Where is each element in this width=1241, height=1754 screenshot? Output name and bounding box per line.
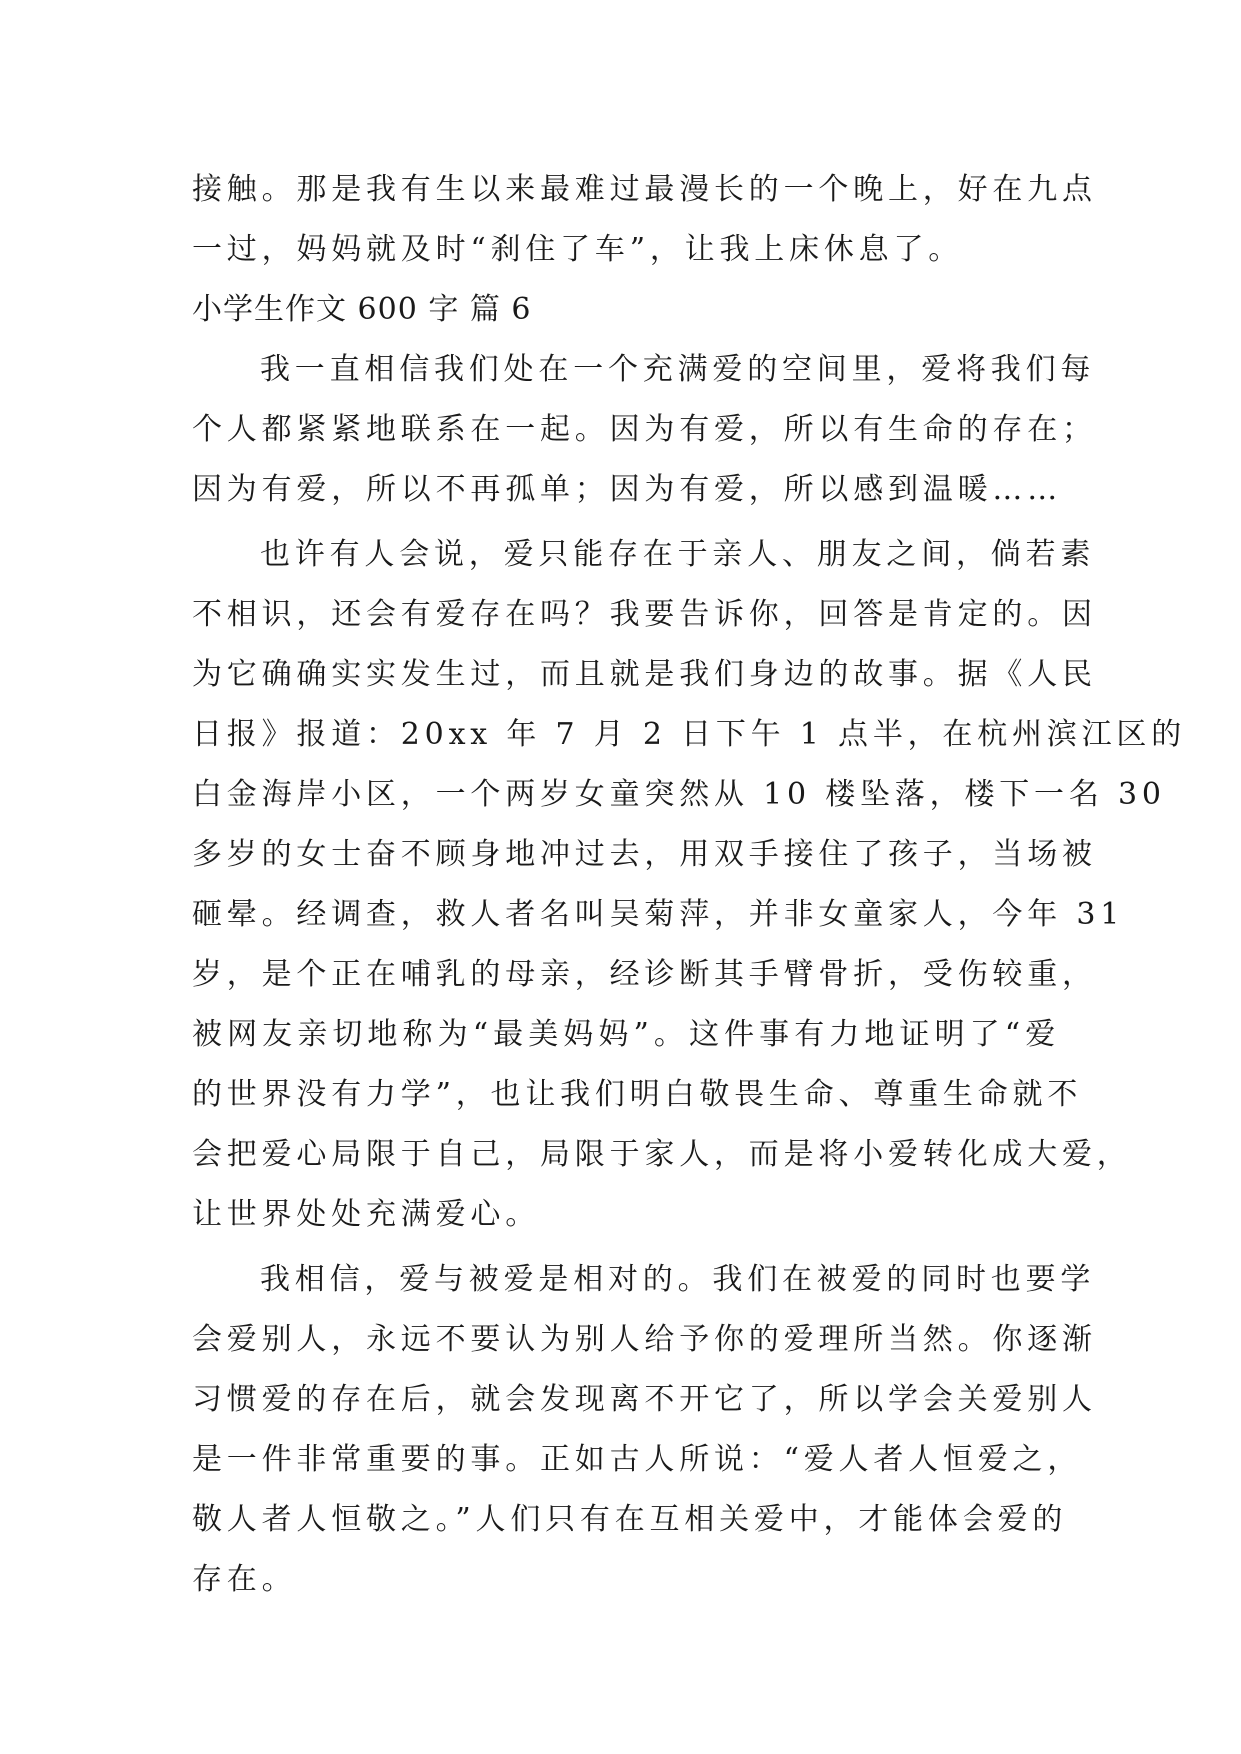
- text-line: 被网友亲切地称为“最美妈妈”。这件事有力地证明了“爱: [192, 1017, 1060, 1052]
- section-heading: 小学生作文 600 字 篇 6: [192, 292, 532, 327]
- text-line: 因为有爱，所以不再孤单；因为有爱，所以感到温暖……: [192, 472, 1062, 507]
- text-line: 岁，是个正在哺乳的母亲，经诊断其手臂骨折，受伤较重，: [192, 957, 1097, 992]
- text-line: 敬人者人恒敬之。”人们只有在互相关爱中，才能体会爱的: [192, 1502, 1068, 1537]
- document-body: [192, 160, 1187, 1610]
- body-paragraph-3: [192, 1250, 1097, 1610]
- text-line: 我相信，爱与被爱是相对的。我们在被爱的同时也要学: [260, 1262, 1096, 1297]
- text-line: 日报》报道：20xx 年 7 月 2 日下午 1 点半，在杭州滨江区的: [192, 717, 1187, 752]
- text-line: 也许有人会说，爱只能存在于亲人、朋友之间，倘若素: [260, 537, 1096, 572]
- text-line: 为它确确实实发生过，而且就是我们身边的故事。据《人民: [192, 657, 1097, 692]
- text-line: 的世界没有力学”，也让我们明白敬畏生命、尊重生命就不: [192, 1077, 1083, 1112]
- text-line: 习惯爱的存在后，就会发现离不开它了，所以学会关爱别人: [192, 1382, 1097, 1417]
- text-line: 不相识，还会有爱存在吗？我要告诉你，回答是肯定的。因: [192, 597, 1097, 632]
- text-line: 接触。那是我有生以来最难过最漫长的一个晚上，好在九点: [192, 172, 1097, 207]
- continuation-paragraph: [192, 160, 1097, 280]
- text-line: 是一件非常重要的事。正如古人所说：“爱人者人恒爱之，: [192, 1442, 1083, 1477]
- text-line: 砸晕。经调查，救人者名叫吴菊萍，并非女童家人，今年 31: [192, 897, 1125, 932]
- body-paragraph-1: [192, 340, 1097, 520]
- body-paragraph-2: [192, 525, 1187, 1245]
- text-line: 让世界处处充满爱心。: [192, 1197, 540, 1232]
- text-line: 白金海岸小区，一个两岁女童突然从 10 楼坠落，楼下一名 30: [192, 777, 1166, 812]
- text-line: 一过，妈妈就及时“刹住了车”，让我上床休息了。: [192, 232, 964, 267]
- text-line: 个人都紧紧地联系在一起。因为有爱，所以有生命的存在；: [192, 412, 1097, 447]
- text-line: 存在。: [192, 1562, 297, 1597]
- text-line: 会把爱心局限于自己，局限于家人，而是将小爱转化成大爱，: [192, 1137, 1132, 1172]
- text-line: 我一直相信我们处在一个充满爱的空间里，爱将我们每: [260, 352, 1096, 387]
- text-line: 多岁的女士奋不顾身地冲过去，用双手接住了孩子，当场被: [192, 837, 1097, 872]
- text-line: 会爱别人，永远不要认为别人给予你的爱理所当然。你逐渐: [192, 1322, 1097, 1357]
